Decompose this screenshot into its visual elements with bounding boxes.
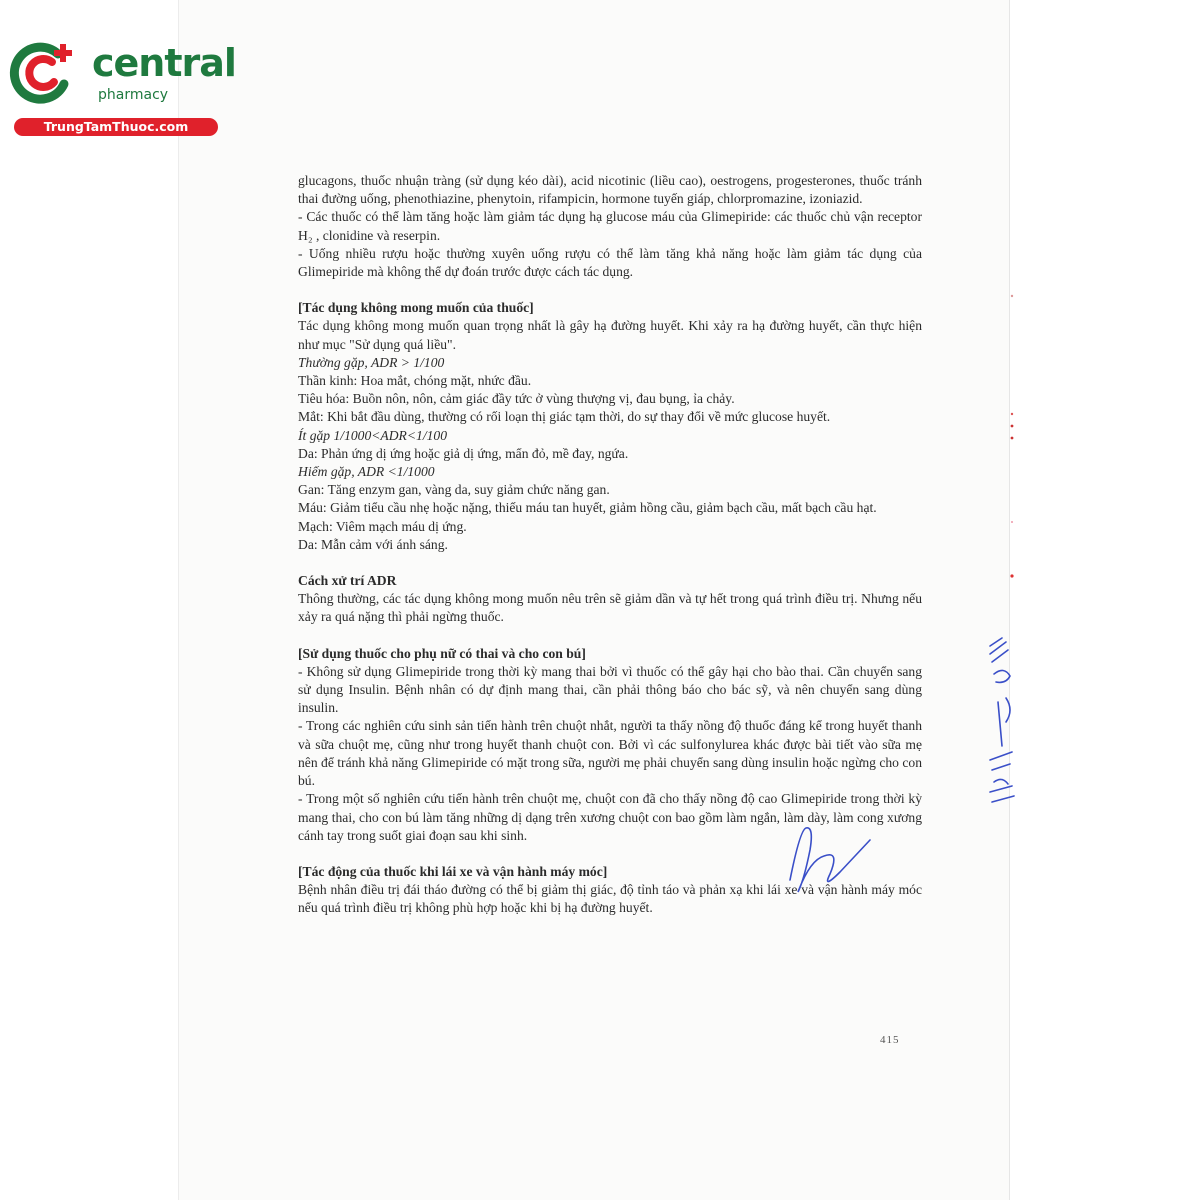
body-paragraph: Gan: Tăng enzym gan, vàng da, suy giảm chức năng gan. (298, 482, 610, 498)
body-paragraph: - Uống nhiều rượu hoặc thường xuyên uống rượu có thể làm tăng khả năng hoặc làm giảm tác dụng của Glimepiride mà không thể dự đoán trước được cách tác dụng. (298, 245, 922, 280)
body-paragraph: - Trong một số nghiên cứu tiến hành trên chuột mẹ, chuột con đã cho thấy nồng độ cao Glimepiride trong thời kỳ mang thai, cho con bú làm tăng những dị dạng trên xương chuột con bao gồm làm ngắn, làm dày, làm cong xương cánh tay trong suốt giai đoạn sau khi sinh. (298, 791, 922, 843)
frequency-subheading: Ít gặp 1/1000<ADR<1/100 (298, 427, 447, 443)
body-paragraph: glucagons, thuốc nhuận tràng (sử dụng kéo dài), acid nicotinic (liều cao), oestrogens, progesterones, thuốc tránh thai đường uống, phenothiazine, phenytoin, rifampicin, hormone tuyến giáp, chlorpromazine, izoniazid. (298, 173, 922, 207)
logo-brand-text: central (92, 41, 236, 85)
body-paragraph: Máu: Giảm tiểu cầu nhẹ hoặc nặng, thiếu máu tan huyết, giảm hồng cầu, giảm bạch cầu, mất bạch cầu hạt. (298, 500, 877, 516)
section-heading: Cách xử trí ADR (298, 573, 397, 589)
body-paragraph: Tác dụng không mong muốn quan trọng nhất là gây hạ đường huyết. Khi xảy ra hạ đường huyết, cần thực hiện như mục "Sử dụng quá liều". (298, 318, 922, 352)
central-pharmacy-logo (8, 36, 236, 136)
section-heading: [Tác động của thuốc khi lái xe và vận hành máy móc] (298, 863, 608, 879)
body-paragraph: - Không sử dụng Glimepiride trong thời kỳ mang thai bởi vì thuốc có thể gây hại cho bào thai. Cần chuyển sang sử dụng Insulin. Bệnh nhân có dự định mang thai, cần phải thông báo cho bác sỹ, và nên chuyển sang dùng insulin. (298, 663, 922, 716)
logo-sub-text: pharmacy (98, 87, 169, 103)
page-number: 415 (880, 1034, 900, 1046)
handwritten-signature-icon (770, 820, 890, 900)
logo-url-badge: TrungTamThuoc.com (14, 118, 218, 136)
scan-edge-marks-icon (1006, 290, 1018, 590)
body-paragraph: Da: Phản ứng dị ứng hoặc giả dị ứng, mẩn đỏ, mề đay, ngứa. (298, 445, 629, 461)
body-paragraph: - Các thuốc có thể làm tăng hoặc làm giảm tác dụng hạ glucose máu của Glimepiride: các thuốc chủ vận receptor H₂ , clonidine và reserpin. (298, 209, 922, 243)
pharmacy-cross-logo-icon (8, 38, 78, 108)
body-paragraph: - Trong các nghiên cứu sinh sản tiến hành trên chuột nhắt, người ta thấy nồng độ thuốc đáng kể trong huyết thanh và sữa chuột mẹ, cũng như trong huyết thanh chuột con. Bởi vì các sulfonylurea khác được bài tiết vào sữa mẹ nên để tránh khả năng Glimepiride có mặt trong sữa, người mẹ phải chuyển sang dùng insulin hoặc ngừng cho con bú. (298, 718, 922, 789)
frequency-subheading: Hiếm gặp, ADR <1/1000 (298, 464, 435, 480)
section-heading: [Sử dụng thuốc cho phụ nữ có thai và cho con bú] (298, 645, 586, 661)
paragraph-spacer (298, 627, 922, 645)
body-paragraph: Thần kinh: Hoa mắt, chóng mặt, nhức đầu. (298, 373, 532, 389)
frequency-subheading: Thường gặp, ADR > 1/100 (298, 354, 445, 370)
body-paragraph: Thông thường, các tác dụng không mong muốn nêu trên sẽ giảm dần và tự hết trong quá trình điều trị. Nhưng nếu xảy ra quá nặng thì phải ngừng thuốc. (298, 591, 922, 625)
body-paragraph: Bệnh nhân điều trị đái tháo đường có thể bị giảm thị giác, độ tỉnh táo và phản xạ khi lái xe và vận hành máy móc nếu quá trình điều trị không phù hợp hoặc khi bị hạ đường huyết. (298, 882, 922, 916)
body-paragraph: Mạch: Viêm mạch máu dị ứng. (298, 518, 467, 534)
body-paragraph: Da: Mẫn cảm với ánh sáng. (298, 536, 448, 552)
section-heading: [Tác dụng không mong muốn của thuốc] (298, 300, 534, 316)
paragraph-spacer (298, 554, 922, 572)
body-paragraph: Tiêu hóa: Buồn nôn, nôn, cảm giác đầy tức ở vùng thượng vị, đau bụng, ỉa chảy. (298, 391, 735, 407)
blue-stamp-icon (984, 636, 1024, 806)
body-paragraph: Mắt: Khi bắt đầu dùng, thường có rối loạn thị giác tạm thời, do sự thay đổi về mức glucose huyết. (298, 409, 831, 425)
document-body (298, 172, 922, 918)
paragraph-spacer (298, 281, 922, 299)
